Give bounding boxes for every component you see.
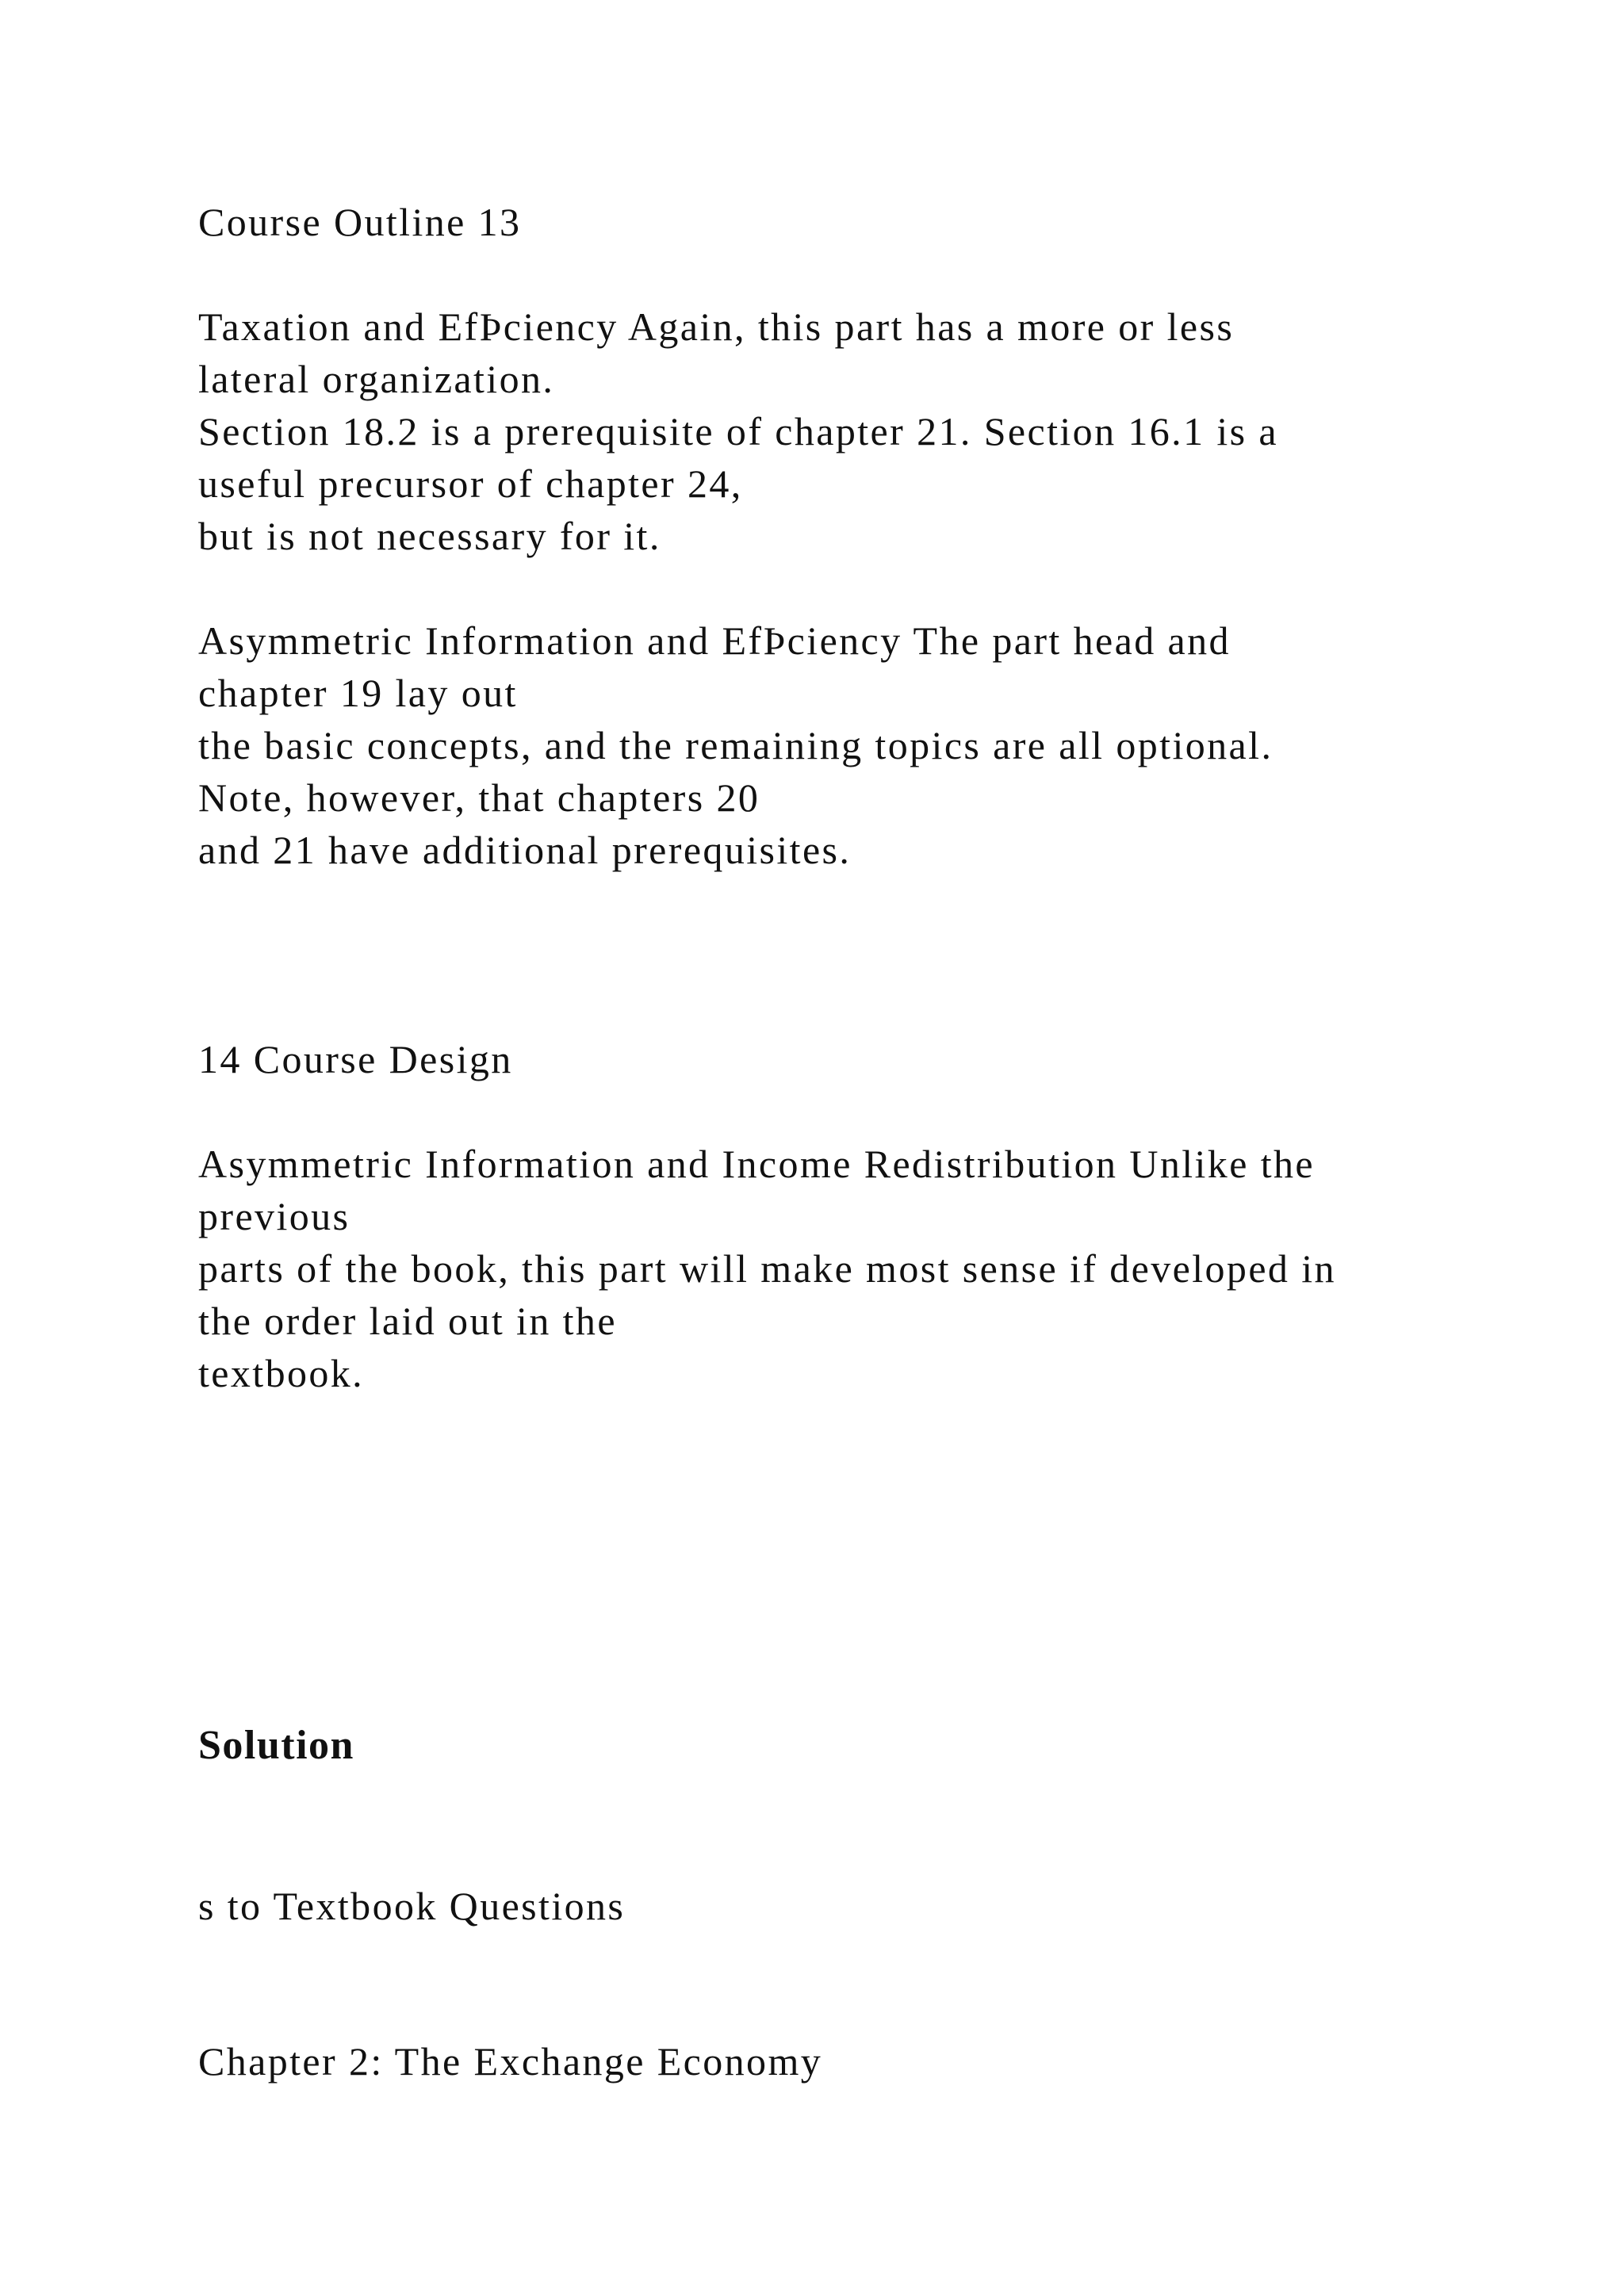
paragraph-line: useful precursor of chapter 24, bbox=[198, 461, 743, 506]
paragraph-line: Note, however, that chapters 20 bbox=[198, 775, 760, 820]
paragraph-line: Asymmetric Information and Income Redistribution Unlike the bbox=[198, 1142, 1315, 1186]
page-header: Course Outline 13 bbox=[198, 200, 522, 244]
paragraph-line: previous bbox=[198, 1194, 350, 1238]
paragraph-line: lateral organization. bbox=[198, 357, 555, 401]
paragraph-line: but is not necessary for it. bbox=[198, 514, 661, 558]
paragraph-line: the order laid out in the bbox=[198, 1299, 617, 1343]
paragraph-line: Asymmetric Information and EfÞciency The part head and bbox=[198, 618, 1231, 663]
paragraph-line: and 21 have additional prerequisites. bbox=[198, 828, 852, 872]
paragraph-line: s to Textbook Questions bbox=[198, 1884, 626, 1928]
section-heading: Solution bbox=[198, 1723, 354, 1768]
paragraph-line: chapter 19 lay out bbox=[198, 671, 518, 715]
paragraph-line: textbook. bbox=[198, 1351, 365, 1395]
paragraph-line: Section 18.2 is a prerequisite of chapter 21. Section 16.1 is a bbox=[198, 409, 1279, 453]
paragraph-line: Taxation and EfÞciency Again, this part has a more or less bbox=[198, 304, 1235, 349]
paragraph-line: parts of the book, this part will make most sense if developed in bbox=[198, 1246, 1336, 1291]
chapter-title: Chapter 2: The Exchange Economy bbox=[198, 2039, 823, 2084]
page-header: 14 Course Design bbox=[198, 1037, 513, 1081]
paragraph-line: the basic concepts, and the remaining topics are all optional. bbox=[198, 723, 1274, 767]
